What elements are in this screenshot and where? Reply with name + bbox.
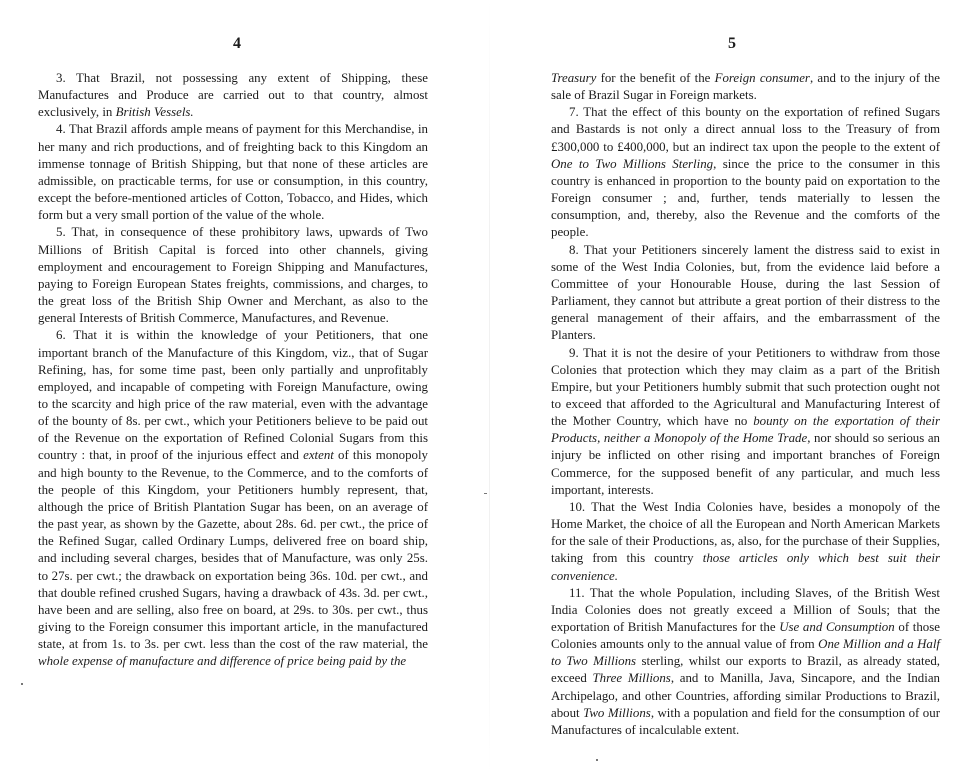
paragraph-3: 3. That Brazil, not possessing any extent of Shipping, these Manufactures and Produce are carried out to that country, almost exclusively, in British Vessels. <box>38 71 428 120</box>
paragraph-7: 7. That the effect of this bounty on the exportation of refined Sugars and Bastards is not only a direct annual loss to the Treasury of from £300,000 to £400,000, but an indirect tax upon the people to the extent of One to Two Millions Sterling, since the price to the consumer in this country is enhanced in proportion to the bounty paid on exportation to the Foreign consumer ; and, further, tends materially to lessen the consumption, and, thereby, also the Revenue and the comforts of the people. <box>551 105 940 240</box>
paragraph-6-continued: Treasury for the benefit of the Foreign consumer, and to the injury of the sale of Brazil Sugar in Foreign markets. <box>551 71 940 103</box>
paragraph-8: 8. That your Petitioners sincerely lament the distress said to exist in some of the West India Colonies, but, from the evidence laid before a Committee of your Honourable House, during the last Session of Parliament, they cannot but attribute a great portion of their distress to the general management of their affairs, and the embarrassment of the Planters. <box>551 242 940 343</box>
right-page-text <box>551 70 940 739</box>
page-number-right: 5 <box>728 35 736 52</box>
paragraph-4: 4. That Brazil affords ample means of payment for this Merchandise, in her many and rich productions, and of freighting back to this Kingdom an immense tonnage of British Shipping, but that none of these articles are admissible, on practicable terms, for use or consumption, in this country, except the before-mentioned articles of Cotton, Tobacco, and Hides, which form but a very small portion of the value of the whole. <box>38 122 428 223</box>
page-number-left: 4 <box>233 35 241 52</box>
right-page <box>490 0 980 774</box>
paragraph-11: 11. That the whole Population, including Slaves, of the British West India Colonies does not greatly exceed a Million of Souls; that the exportation of British Manufactures for the Use and Consumption of those Colonies amounts only to the annual value of from One Million and a Half to Two Millions sterling, whilst our exports to Brazil, as already stated, exceed Three Millions, and to Manilla, Java, Sincapore, and the Indian Archipelago, and other Countries, affording similar Productions to Brazil, about Two Millions, with a population and field for the consumption of our Manufactures of incalculable extent. <box>551 585 940 737</box>
paragraph-10: 10. That the West India Colonies have, besides a monopoly of the Home Market, the choice of all the European and North American Markets for the sale of their Productions, as, also, for the purchase of their Supplies, taking from this country those articles only which best suit their convenience. <box>551 499 941 583</box>
print-speck <box>484 493 487 494</box>
left-page-text <box>38 70 428 670</box>
paragraph-9: 9. That it is not the desire of your Petitioners to withdraw from those Colonies that protection which they may claim as a part of the British Empire, but your Petitioners humbly submit that such protection ought not to exceed that afforded to the Agricultural and Manufacturing Interest of the Mother Country, which have no bounty on the exportation of their Products, neither a Monopoly of the Home Trade, nor should so serious an injury be inflicted on other rising and important branches of Foreign Commerce, for the supposed benefit of any particular, and much less important, interests. <box>551 345 941 497</box>
paragraph-5: 5. That, in consequence of these prohibitory laws, upwards of Two Millions of British Capital is forced into other channels, giving employment and encouragement to Foreign Shipping and Manufactures, paying to Foreign European States freights, commissions, and charges, to the great loss of the British Ship Owner and Merchant, as also to the general Interests of British Commerce, Manufactures, and Revenue. <box>38 225 428 326</box>
print-speck <box>596 759 598 761</box>
paragraph-6: 6. That it is within the knowledge of your Petitioners, that one important branch of the Manufacture of this Kingdom, viz., that of Sugar Refining, has, for some time past, been only partially and unprofitably employed, and incapable of competing with Foreign Manufacture, owing to the scarcity and high price of the raw material, even with the advantage of the bounty of 8s. per cwt., which your Petitioners believe to be paid out of the Revenue on the exportation of Refined Colonial Sugars from this country : that, in proof of the injurious effect and extent of this monopoly and high bounty to the Revenue, to the Commerce, and to the comforts of the people of this Kingdom, your Petitioners humbly represent, that, although the price of British Plantation Sugar has been, on an average of the past year, as shown by the Gazette, about 28s. 6d. per cwt., the price of the Refined Sugar, called Ordinary Lumps, delivered free on board ship, and including several charges, besides that of Manufacture, was only 25s. to 27s. per cwt.; the drawback on exportation being 36s. 10d. per cwt., and that double refined crushed Sugars, having a drawback of 43s. 3d. per cwt., have been and are selling, also free on board, at 29s. to 30s. per cwt., thus giving to the Foreign consumer this important article, in the manufactured state, at from 1s. to 3s. per cwt. less than the cost of the raw material, the whole expense of manufacture and difference of price being paid by the <box>38 328 428 669</box>
print-speck <box>21 683 23 685</box>
